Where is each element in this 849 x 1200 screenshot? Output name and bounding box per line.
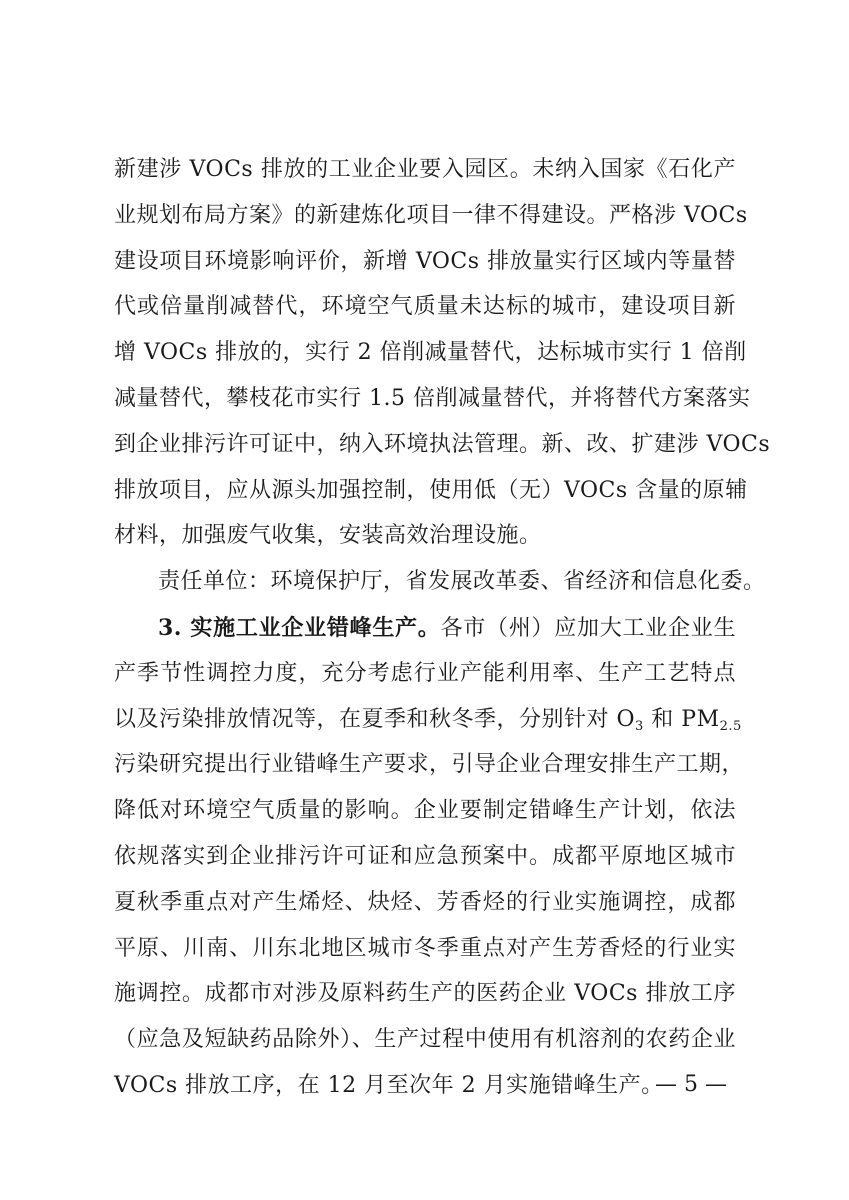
text-line: 平原、川南、川东北地区城市冬季重点对产生芳香烃的行业实 [114, 935, 736, 961]
text-line: 新建涉 VOCs 排放的工业企业要入园区。未纳入国家《石化产 [114, 157, 736, 182]
text-line: 施调控。成都市对涉及原料药生产的医药企业 VOCs 排放工序 [114, 981, 736, 1007]
text-line: 排放项目，应从源头加强控制，使用低（无）VOCs 含量的原辅 [114, 477, 748, 503]
section-heading-line [114, 610, 736, 646]
text-line: 依规落实到企业排污许可证和应急预案中。成都平原地区城市 [114, 843, 736, 869]
text-line: 到企业排污许可证中，纳入环境执法管理。新、改、扩建涉 VOCs [114, 431, 771, 457]
text-line: 建设项目环境影响评价，新增 VOCs 排放量实行区域内等量替 [114, 248, 736, 274]
pm-subscript: 2.5 [719, 718, 742, 734]
text-line: 降低对环境空气质量的影响。企业要制定错峰生产计划，依法 [114, 798, 736, 824]
text-line: （应急及短缺药品除外）、生产过程中使用有机溶剂的农药企业 [114, 1027, 736, 1053]
section-heading-continuation: 各市（州）应加大工业企业生 [440, 615, 736, 641]
text-line: 材料，加强废气收集，安装高效治理设施。 [114, 523, 542, 549]
text-line: 业规划布局方案》的新建炼化项目一律不得建设。严格涉 VOCs [114, 202, 748, 228]
text-line: 代或倍量削减替代，环境空气质量未达标的城市，建设项目新 [114, 294, 736, 320]
document-body [114, 152, 771, 1114]
text-line: 增 VOCs 排放的，实行 2 倍削减量替代，达标城市实行 1 倍削 [114, 340, 747, 366]
ozone-subscript: 3 [635, 718, 644, 734]
pollutant-text-before: 以及污染排放情况等，在夏季和秋冬季，分别针对 O [114, 706, 636, 732]
section-heading: 3. 实施工业企业错峰生产。 [158, 614, 441, 641]
responsibility-line: 责任单位：环境保护厅，省发展改革委、省经济和信息化委。 [158, 569, 766, 595]
text-line: 减量替代，攀枝花市实行 1.5 倍削减量替代，并将替代方案落实 [114, 385, 751, 411]
pollutant-line [114, 702, 742, 738]
text-line: VOCs 排放工序，在 12 月至次年 2 月实施错峰生产。 [114, 1072, 664, 1098]
page-number: — 5 — [655, 1072, 727, 1097]
text-line: 夏秋季重点对产生烯烃、炔烃、芳香烃的行业实施调控，成都 [114, 889, 736, 915]
text-line: 产季节性调控力度，充分考虑行业产能利用率、生产工艺特点 [114, 660, 736, 686]
text-line: 污染研究提出行业错峰生产要求，引导企业合理安排生产工期， [114, 752, 745, 778]
pollutant-text-middle: 和 PM [643, 706, 720, 732]
